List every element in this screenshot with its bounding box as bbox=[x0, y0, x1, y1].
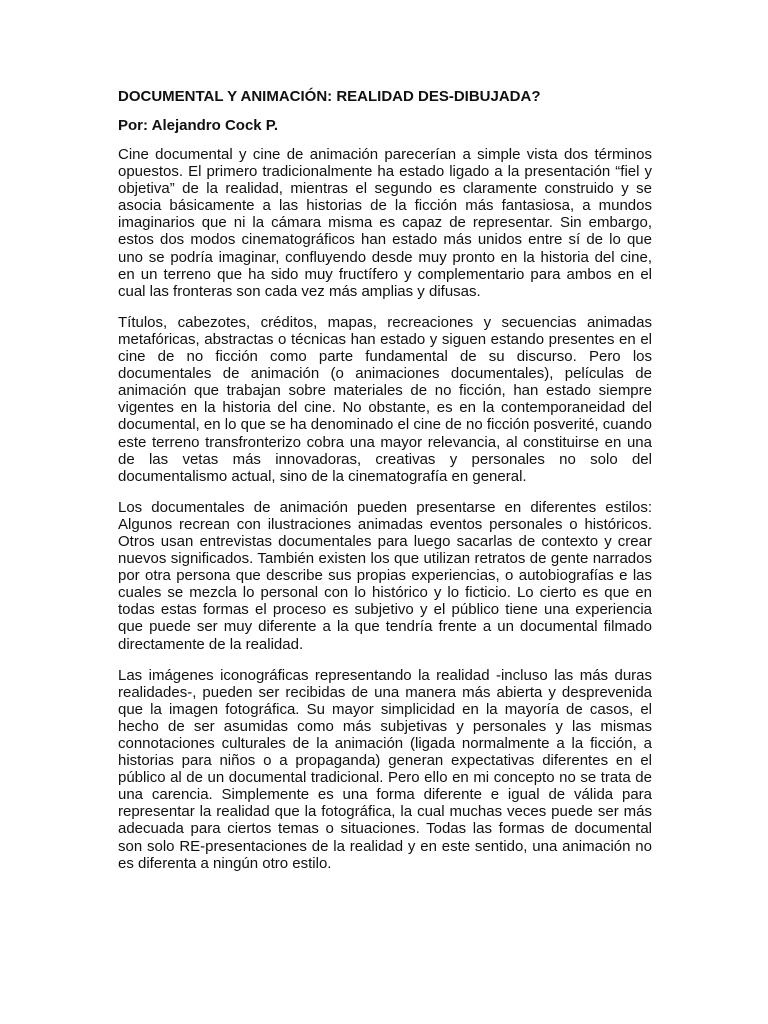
paragraph-3: Los documentales de animación pueden presentarse en diferentes estilos: Algunos recrean con ilustraciones animadas eventos personales o históricos. Otros usan entrevistas documentales para luego sacarlas de contexto y crear nuevos significados. También existen los que utilizan retratos de gente narrados por otra persona que describe sus propias experiencias, o autobiografías e las cuales se mezcla lo personal con lo histórico y lo ficticio. Lo cierto es que en todas estas formas el proceso es subjetivo y el público tiene una experiencia que puede ser muy diferente a la que tendría frente a un documental filmado directamente de la realidad. bbox=[118, 498, 652, 653]
paragraph-2: Títulos, cabezotes, créditos, mapas, recreaciones y secuencias animadas metafóricas, abstractas o técnicas han estado y siguen estando presentes en el cine de no ficción como parte fundamental de su discurso. Pero los documentales de animación (o animaciones documentales), películas de animación que trabajan sobre materiales de no ficción, han estado siempre vigentes en la historia del cine. No obstante, es en la contemporaneidad del documental, en lo que se ha denominado el cine de no ficción posverité, cuando este terreno transfronterizo cobra una mayor relevancia, al constituirse en una de las vetas más innovadoras, creativas y personales no solo del documentalismo actual, sino de la cinematografía en general. bbox=[118, 313, 652, 485]
document-title: DOCUMENTAL Y ANIMACIÓN: REALIDAD DES-DIBUJADA? bbox=[118, 88, 541, 105]
document-page bbox=[118, 88, 652, 886]
paragraph-1: Cine documental y cine de animación parecerían a simple vista dos términos opuestos. El primero tradicionalmente ha estado ligado a la presentación “fiel y objetiva” de la realidad, mientras el segundo es claramente construido y se asocia básicamente a las historias de la ficción más fantasiosa, a mundos imaginarios que ni la cámara misma es capaz de representar. Sin embargo, estos dos modos cinematográficos han estado más unidos entre sí de lo que uno se podría imaginar, confluyendo desde muy pronto en la historia del cine, en un terreno que ha sido muy fructífero y complementario para ambos en el cual las fronteras son cada vez más amplias y difusas. bbox=[118, 146, 652, 300]
paragraph-4: Las imágenes iconográficas representando la realidad -incluso las más duras realidades-, pueden ser recibidas de una manera más abierta y desprevenida que la imagen fotográfica. Su mayor simplicidad en la mayoría de casos, el hecho de ser asumidas como más subjetivas y personales y las mismas connotaciones culturales de la animación (ligada normalmente a la ficción, a historias para niños o a propaganda) generan expectativas diferentes en el público al de un documental tradicional. Pero ello en mi concepto no se trata de una carencia. Simplemente es una forma diferente e igual de válida para representar la realidad que la fotográfica, la cual muchas veces puede ser más adecuada para ciertos temas o situaciones. Todas las formas de documental son solo RE-presentaciones de la realidad y en este sentido, una animación no es diferenta a ningún otro estilo. bbox=[118, 666, 652, 872]
document-author: Por: Alejandro Cock P. bbox=[118, 117, 279, 134]
